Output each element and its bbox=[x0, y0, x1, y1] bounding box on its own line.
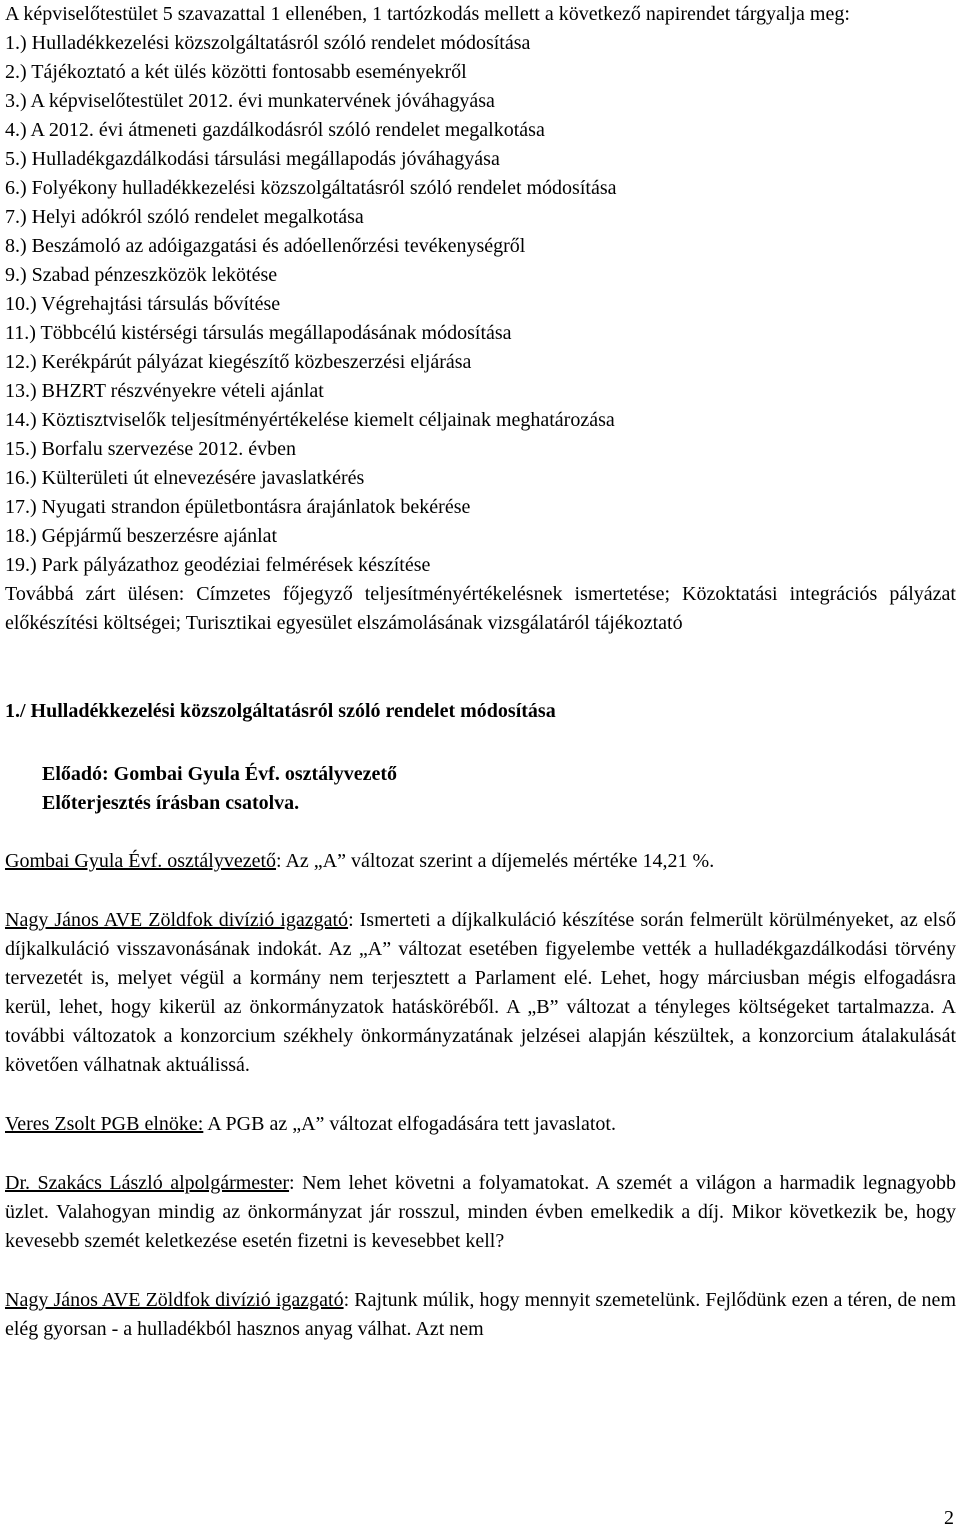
agenda-item: 5.) Hulladékgazdálkodási társulási megállapodás jóváhagyása bbox=[5, 148, 500, 170]
agenda-item: 4.) A 2012. évi átmeneti gazdálkodásról szóló rendelet megalkotása bbox=[5, 119, 545, 141]
agenda-item: 10.) Végrehajtási társulás bővítése bbox=[5, 293, 281, 315]
speaker-name: Nagy János AVE Zöldfok divízió igazgató bbox=[5, 909, 349, 931]
agenda-item: 15.) Borfalu szervezése 2012. évben bbox=[5, 438, 296, 460]
intro-text: A képviselőtestület 5 szavazattal 1 ellenében, 1 tartózkodás mellett a következő napirendet tárgyalja meg: bbox=[5, 3, 850, 25]
speech-text: : Az „A” változat szerint a díjemelés mértéke 14,21 %. bbox=[276, 850, 715, 872]
agenda-item: 17.) Nyugati strandon épületbontásra árajánlatok bekérése bbox=[5, 496, 471, 518]
speech-paragraph bbox=[5, 1286, 956, 1344]
agenda-item: 11.) Többcélú kistérségi társulás megállapodásának módosítása bbox=[5, 322, 512, 344]
agenda-item: 6.) Folyékony hulladékkezelési közszolgáltatásról szóló rendelet módosítása bbox=[5, 177, 617, 199]
speech-paragraph bbox=[5, 1110, 956, 1139]
speaker-name: Dr. Szakács László alpolgármester bbox=[5, 1172, 290, 1194]
section-title: 1./ Hulladékkezelési közszolgáltatásról szóló rendelet módosítása bbox=[5, 700, 556, 722]
agenda-item: 16.) Külterületi út elnevezésére javaslatkérés bbox=[5, 467, 365, 489]
speaker-name: Veres Zsolt PGB elnöke: bbox=[5, 1113, 204, 1135]
document-page bbox=[5, 0, 956, 1344]
agenda-item: 12.) Kerékpárút pályázat kiegészítő közbeszerzési eljárása bbox=[5, 351, 472, 373]
presenter-line: Előadó: Gombai Gyula Évf. osztályvezető bbox=[42, 763, 397, 785]
closed-session-text: Továbbá zárt ülésen: Címzetes főjegyző teljesítményértékelésnek ismertetése; Közoktatási integrációs pályázat előkészítési költségei; Turisztikai egyesület elszámolásának vizsgálatáról tájékoztató bbox=[5, 583, 956, 634]
speech-paragraph bbox=[5, 847, 956, 876]
agenda-list bbox=[5, 29, 956, 580]
speech-text: : Ismerteti a díjkalkuláció készítése során felmerült körülményeket, az első díjkalkuláció visszavonásának indokát. Az „A” változat esetében figyelembe vették a hulladékgazdálkodási törvény tervezetét is, melyet végül a kormány nem terjesztett a Parlament elé. Lehet, hogy márciusban mégis elfogadásra kerül, lehet, hogy kikerül az önkormányzatok hatásköréből. A „B” változat a tényleges költségeket tartalmazza. A további változatok a konzorcium székhely önkormányzatának jelzései alapján készültek, a konzorcium átalakulását követően válhatnak aktuálissá. bbox=[5, 909, 956, 1076]
agenda-item: 3.) A képviselőtestület 2012. évi munkatervének jóváhagyása bbox=[5, 90, 495, 112]
speaker-name: Nagy János AVE Zöldfok divízió igazgató bbox=[5, 1289, 344, 1311]
agenda-item: 1.) Hulladékkezelési közszolgáltatásról szóló rendelet módosítása bbox=[5, 32, 531, 54]
agenda-item: 19.) Park pályázathoz geodéziai felmérések készítése bbox=[5, 554, 431, 576]
agenda-item: 2.) Tájékoztató a két ülés közötti fontosabb eseményekről bbox=[5, 61, 467, 83]
speech-text: A PGB az „A” változat elfogadására tett javaslatot. bbox=[203, 1113, 616, 1135]
attachment-line: Előterjesztés írásban csatolva. bbox=[42, 792, 300, 814]
speech-paragraph bbox=[5, 1169, 956, 1256]
speech-paragraph bbox=[5, 906, 956, 1080]
speech-text: : Rajtunk múlik, hogy mennyit szemetelünk. Fejlődünk ezen a téren, de nem elég gyorsan - a hulladékból hasznos anyag válhat. Azt nem bbox=[5, 1289, 956, 1340]
page-number: 2 bbox=[944, 1507, 954, 1529]
agenda-item: 18.) Gépjármű beszerzésre ajánlat bbox=[5, 525, 278, 547]
agenda-item: 7.) Helyi adókról szóló rendelet megalkotása bbox=[5, 206, 364, 228]
presenter-block bbox=[5, 760, 956, 818]
speech-text: : Nem lehet követni a folyamatokat. A szemét a világon a harmadik legnagyobb üzlet. Valahogyan mindig az önkormányzat jár rosszul, minden évben emelkedik a díj. Mikor következik be, hogy kevesebb szemét keletkezése esetén fizetni is kevesebbet kell? bbox=[5, 1172, 957, 1252]
agenda-item: 8.) Beszámoló az adóigazgatási és adóellenőrzési tevékenységről bbox=[5, 235, 526, 257]
agenda-item: 14.) Köztisztviselők teljesítményértékelése kiemelt céljainak meghatározása bbox=[5, 409, 615, 431]
agenda-item: 13.) BHZRT részvényekre vételi ajánlat bbox=[5, 380, 324, 402]
agenda-item: 9.) Szabad pénzeszközök lekötése bbox=[5, 264, 278, 286]
speaker-name: Gombai Gyula Évf. osztályvezető bbox=[5, 850, 277, 872]
